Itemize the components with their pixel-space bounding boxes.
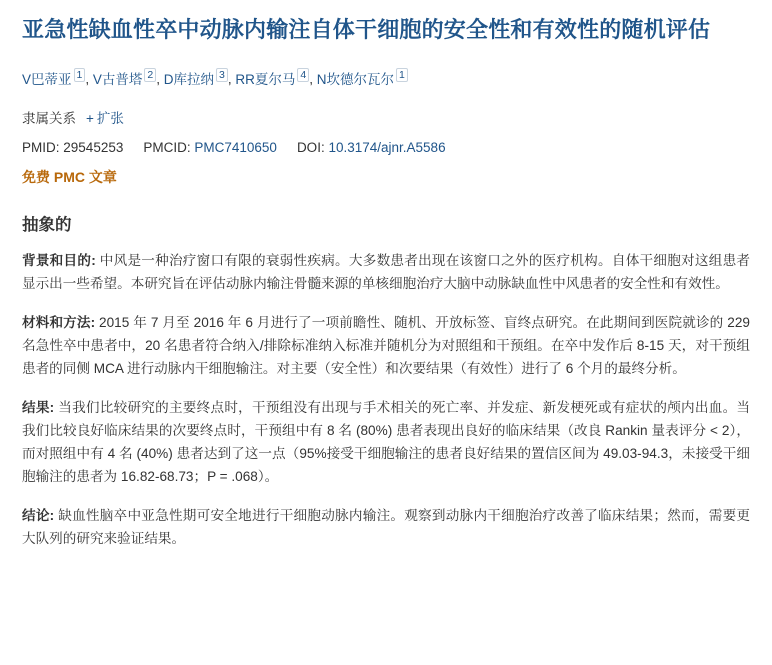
- identifier-row: [22, 140, 750, 155]
- author-item: [235, 69, 309, 87]
- author-link[interactable]: V古普塔: [92, 71, 143, 87]
- author-separator: ,: [156, 71, 164, 87]
- abstract-body: [22, 249, 750, 550]
- abstract-paragraph-lead: 结论:: [22, 507, 55, 523]
- abstract-paragraph: [22, 249, 750, 295]
- affiliations-label: 隶属关系: [22, 110, 76, 126]
- affiliations-row: [22, 107, 750, 127]
- abstract-paragraph-text: 缺血性脑卒中亚急性期可安全地进行干细胞动脉内输注。观察到动脉内干细胞治疗改善了临床结果；然而，需要更大队列的研究来验证结果。: [22, 507, 751, 546]
- author-item: [22, 69, 85, 87]
- author-item: [92, 69, 156, 87]
- author-link[interactable]: D库拉纳: [163, 71, 214, 87]
- author-affiliation-sup[interactable]: 4: [297, 68, 309, 82]
- author-affiliation-sup[interactable]: 3: [216, 68, 228, 82]
- doi-label: DOI:: [296, 139, 325, 155]
- author-item: [163, 69, 228, 87]
- author-affiliation-sup[interactable]: 1: [74, 68, 86, 82]
- pmid-label: PMID:: [22, 139, 60, 155]
- author-separator: ,: [227, 71, 236, 87]
- abstract-paragraph: [22, 396, 750, 488]
- author-item: [316, 69, 408, 87]
- abstract-heading: 抽象的: [22, 215, 72, 234]
- pmcid-label: PMCID:: [143, 139, 191, 155]
- author-link[interactable]: V巴蒂亚: [22, 71, 72, 87]
- author-separator: ,: [85, 71, 93, 87]
- abstract-paragraph: [22, 311, 750, 380]
- author-link[interactable]: RR夏尔马: [235, 71, 296, 87]
- abstract-paragraph-text: 中风是一种治疗窗口有限的衰弱性疾病。大多数患者出现在该窗口之外的医疗机构。自体干细胞对这组患者显示出一些希望。本研究旨在评估动脉内输注骨髓来源的单核细胞治疗大脑中动脉缺血性中风患者的安全性和有效性。: [22, 252, 751, 291]
- abstract-paragraph-text: 当我们比较研究的主要终点时，干预组没有出现与手术相关的死亡率、并发症、新发梗死或有症状的颅内出血。当我们比较良好临床结果的次要终点时，干预组中有 8 名 (80%) 患者表现出良好的临床结果（改良 Rankin 量表评分 < 2），而对照组中有 4 名 (40%) 患者达到了这一点（95%接受干细胞输注的患者良好结果的置信区间为 49.03-94.3，未接受干细胞输注的患者为 16.82-68.73；P = .068）。: [22, 399, 751, 484]
- author-affiliation-sup[interactable]: 2: [144, 68, 156, 82]
- abstract-paragraph-text: 2015 年 7 月至 2016 年 6 月进行了一项前瞻性、随机、开放标签、盲终点研究。在此期间到医院就诊的 229 名急性卒中患者中，20 名患者符合纳入/排除标准纳入标准并随机分为对照组和干预组。在卒中发作后 8-15 天，对干预组患者的同侧 MCA 进行动脉内干细胞输注。对主要（安全性）和次要结果（有效性）进行了 6 个月的最终分析。: [22, 314, 750, 376]
- author-separator: ,: [309, 71, 317, 87]
- affiliations-expand-label: 扩张: [96, 110, 124, 126]
- abstract-paragraph-lead: 结果:: [22, 399, 55, 415]
- abstract-paragraph-lead: 背景和目的:: [22, 252, 96, 268]
- author-affiliation-sup[interactable]: 1: [396, 68, 408, 82]
- pmcid-link[interactable]: PMC7410650: [194, 139, 277, 155]
- author-list: [22, 64, 750, 91]
- page-title: 亚急性缺血性卒中动脉内输注自体干细胞的安全性和有效性的随机评估: [22, 17, 711, 42]
- pmid-value: 29545253: [63, 139, 124, 155]
- plus-icon: +: [86, 110, 94, 126]
- doi-link[interactable]: 10.3174/ajnr.A5586: [328, 139, 446, 155]
- author-link[interactable]: N坎德尔瓦尔: [316, 71, 394, 87]
- free-pmc-article-badge[interactable]: 免费 PMC 文章: [22, 168, 117, 185]
- abstract-paragraph: [22, 504, 750, 550]
- affiliations-expand-button[interactable]: [86, 111, 124, 126]
- abstract-paragraph-lead: 材料和方法:: [22, 314, 96, 330]
